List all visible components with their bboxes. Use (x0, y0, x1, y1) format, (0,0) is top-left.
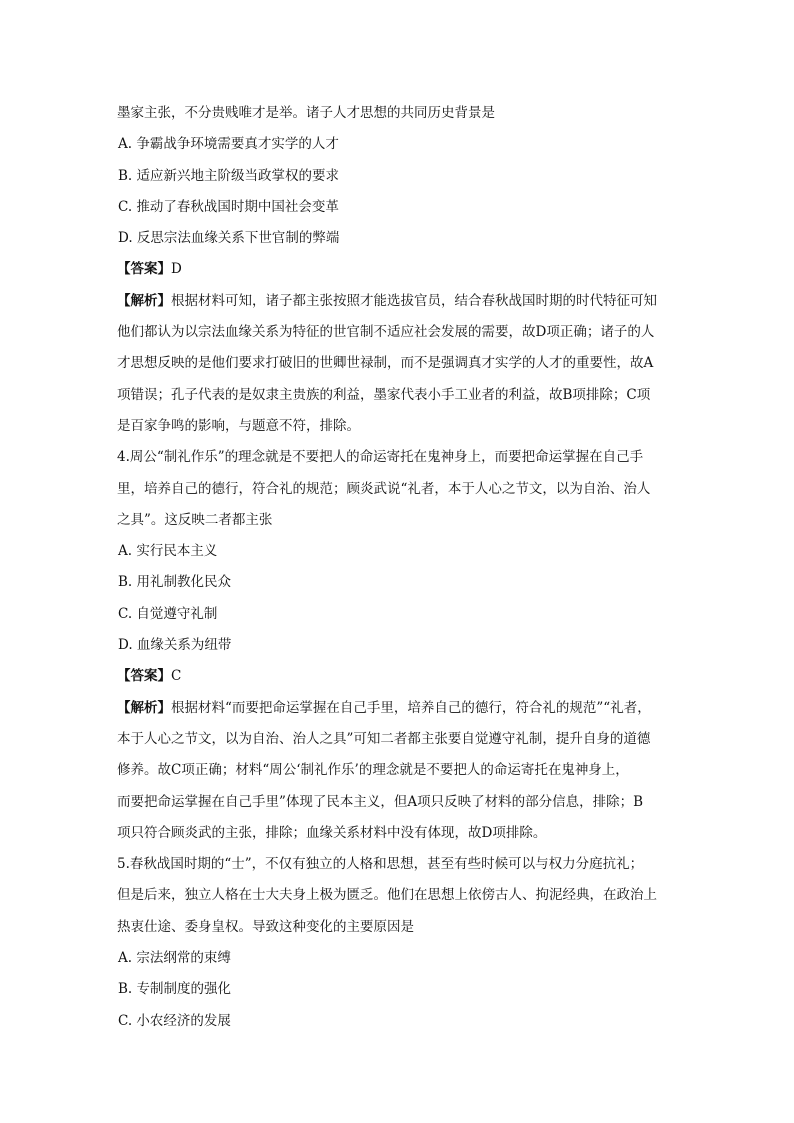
q4-stem-line-1: 4.周公“制礼作乐”的理念就是不要把人的命运寄托在鬼神身上，而要把命运掌握在自己手 (117, 449, 644, 466)
q3-option-c: C. 推动了春秋战国时期中国社会变革 (118, 198, 339, 215)
q3-analysis-line-4: 项错误；孔子代表的是奴隶主贵族的利益，墨家代表小手工业者的利益，故B项排除；C项 (117, 386, 651, 403)
analysis-label: 【解析】 (117, 292, 171, 309)
q5-option-c: C. 小农经济的发展 (118, 1012, 231, 1029)
q4-stem-line-3: 之具”。这反映二者都主张 (117, 511, 273, 528)
q3-option-a: A. 争霸战争环境需要真才实学的人才 (118, 136, 339, 153)
q5-option-a: A. 宗法纲常的束缚 (118, 950, 231, 967)
q3-analysis-text: 根据材料可知，诸子都主张按照才能选拔官员，结合春秋战国时期的时代特征可知 (171, 292, 657, 309)
q3-analysis-line-1 (117, 286, 683, 317)
q3-analysis-line-2: 他们都认为以宗法血缘关系为特征的世官制不适应社会发展的需要，故D项正确；诸子的人 (117, 324, 655, 341)
q5-stem-line-3: 热衷仕途、委身皇权。导致这种变化的主要原因是 (117, 918, 414, 935)
q3-option-b: B. 适应新兴地主阶级当政掌权的要求 (118, 167, 340, 184)
q4-analysis-line-2: 本于人心之节文，以为自治、治人之具”可知二者都主张要自觉遵守礼制，提升自身的道德 (117, 730, 651, 747)
q4-analysis-line-4: 而要把命运掌握在自己手里”体现了民本主义，但A项只反映了材料的部分信息，排除；B (117, 793, 644, 810)
q4-option-c: C. 自觉遵守礼制 (118, 605, 218, 622)
q4-answer-value: C (171, 668, 182, 685)
q4-stem-line-2: 里，培养自己的德行，符合礼的规范；顾炎武说“礼者，本于人心之节文，以为自治、治人 (117, 480, 651, 497)
q4-option-a: A. 实行民本主义 (118, 543, 218, 560)
q4-analysis-line-5: 项只符合顾炎武的主张，排除；血缘关系材料中没有体现，故D项排除。 (117, 824, 547, 841)
q3-analysis-line-5: 是百家争鸣的影响，与题意不符，排除。 (117, 417, 360, 434)
q4-analysis-line-1 (117, 693, 683, 724)
q3-option-d: D. 反思宗法血缘关系下世官制的弊端 (118, 230, 340, 247)
q3-analysis-line-3: 才思想反映的是他们要求打破旧的世卿世禄制，而不是强调真才实学的人才的重要性，故A (117, 355, 654, 372)
q4-option-b: B. 用礼制教化民众 (118, 574, 232, 591)
q5-stem-line-2: 但是后来，独立人格在士大夫身上极为匮乏。他们在思想上依傍古人、拘泥经典，在政治上 (117, 887, 657, 904)
q3-stem-tail: 墨家主张，不分贵贱唯才是举。诸子人才思想的共同历史背景是 (117, 105, 495, 121)
q4-option-d: D. 血缘关系为纽带 (118, 637, 232, 654)
q4-analysis-text: 根据材料“而要把命运掌握在自己手里，培养自己的德行，符合礼的规范”“礼者， (171, 699, 651, 716)
answer-label: 【答案】 (117, 668, 171, 685)
analysis-label: 【解析】 (117, 699, 171, 716)
q3-answer-value: D (171, 261, 182, 278)
q3-answer (117, 254, 683, 285)
q4-answer (117, 661, 683, 692)
q5-stem-line-1: 5.春秋战国时期的“士”，不仅有独立的人格和思想，甚至有些时候可以与权力分庭抗礼； (117, 856, 644, 873)
answer-label: 【答案】 (117, 261, 171, 278)
q5-option-b: B. 专制制度的强化 (118, 981, 232, 998)
q4-analysis-line-3: 修养。故C项正确；材料“周公‘制礼作乐’的理念就是不要把人的命运寄托在鬼神身上， (117, 762, 629, 779)
document-page (117, 98, 683, 1037)
